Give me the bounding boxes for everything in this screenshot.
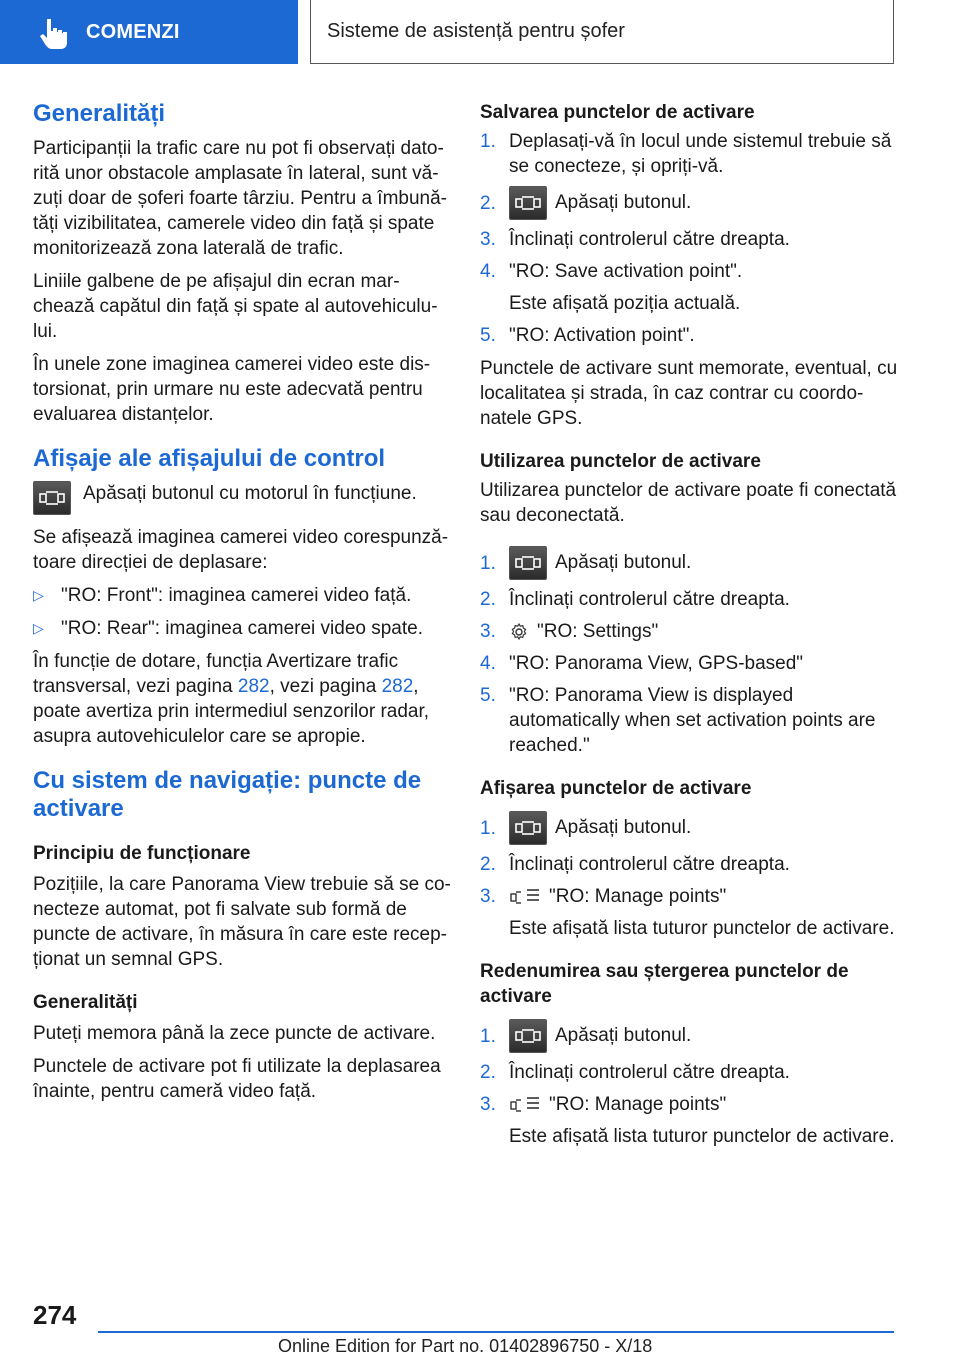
camera-button-icon bbox=[509, 186, 547, 220]
list-item: 1. Apăsați butonul. bbox=[480, 811, 898, 845]
gear-icon bbox=[509, 622, 529, 642]
steps-save bbox=[480, 129, 898, 348]
press-instruction bbox=[33, 481, 453, 515]
steps-use bbox=[480, 546, 898, 758]
paragraph: În unele zone imaginea camerei video este distorsionat, prin urmare nu este adecvată pentru evaluarea distanțelor. bbox=[33, 354, 431, 425]
camera-button-icon bbox=[509, 1019, 547, 1053]
camera-button-icon bbox=[509, 811, 547, 845]
section-title-general: Generalități bbox=[33, 100, 166, 127]
chapter-title: Sisteme de asistență pentru șofer bbox=[327, 20, 625, 42]
subheading-use-points: Utilizarea punctelor de activare bbox=[480, 451, 761, 472]
section-title-activation-points: Cu sistem de navigație: puncte de activare bbox=[33, 767, 422, 822]
header-tab-controls[interactable] bbox=[0, 0, 298, 64]
paragraph: Se afișează imaginea camerei video corespunzătoare direcției de deplasare: bbox=[33, 527, 449, 573]
edition-text: Online Edition for Part no. 01402896750 - X/18 bbox=[278, 1336, 653, 1356]
list-item: 3. "RO: Settings" bbox=[480, 621, 659, 642]
list-item: 3. "RO: Manage points" Este afișată lista tuturor punctelor de activare. bbox=[480, 886, 895, 939]
tab-label: COMENZI bbox=[86, 21, 180, 43]
manage-points-icon bbox=[509, 1095, 541, 1115]
page-link-282[interactable]: 282 bbox=[237, 676, 270, 697]
subheading-general: Generalități bbox=[33, 992, 138, 1013]
subheading-rename-points: Redenumirea sau ștergerea punctelor de activare bbox=[480, 961, 849, 1007]
list-item: ▷ "RO: Rear": imaginea camerei video spate. bbox=[33, 618, 423, 639]
hand-pointer-icon bbox=[38, 17, 68, 49]
list-item: 1. Apăsați butonul. bbox=[480, 546, 898, 580]
subheading-show-points: Afișarea punctelor de activare bbox=[480, 778, 752, 799]
camera-button-icon bbox=[33, 481, 71, 515]
right-column bbox=[480, 100, 898, 1157]
list-item: 3. Înclinați controlerul către dreapta. bbox=[480, 229, 790, 250]
paragraph: Pozițiile, la care Panorama View trebuie să se conecteze automat, pot fi salvate sub formă de puncte de activare, în măsura în care este recepționat un semnal GPS. bbox=[33, 874, 451, 970]
paragraph: Utilizarea punctelor de activare poate fi conectată sau deconectată. bbox=[480, 480, 897, 526]
subheading-save-points: Salvarea punctelor de activare bbox=[480, 102, 755, 123]
manage-points-icon bbox=[509, 887, 541, 907]
list-item: ▷ "RO: Front": imaginea camerei video față. bbox=[33, 585, 412, 606]
page-number: 274 bbox=[33, 1300, 77, 1330]
list-item: 2. Apăsați butonul. bbox=[480, 186, 898, 220]
list-item: 5. "RO: Activation point". bbox=[480, 325, 695, 346]
steps-show bbox=[480, 811, 898, 941]
list-item: 2. Înclinați controlerul către dreapta. bbox=[480, 1062, 790, 1083]
list-item: 1. Apăsați butonul. bbox=[480, 1019, 898, 1053]
list-item: 5. "RO: Panorama View is displayed automatically when set activation points are reached." bbox=[480, 685, 876, 756]
left-column bbox=[33, 100, 453, 1112]
steps-rename bbox=[480, 1019, 898, 1149]
list-item: 4. "RO: Save activation point". Este afișată poziția actuală. bbox=[480, 261, 743, 314]
paragraph: Participanții la trafic care nu pot fi observați datorită unor obstacole amplasate în lateral, sunt văzuți doar de șoferi foarte târziu. Pentru a îmbunătăți vizibilitatea, camerele video din față și spate monitorizează zona laterală de trafic. bbox=[33, 138, 447, 259]
camera-button-icon bbox=[509, 546, 547, 580]
list-item: 4. "RO: Panorama View, GPS-based" bbox=[480, 653, 804, 674]
press-text: Apăsați butonul cu motorul în funcțiune. bbox=[83, 483, 417, 504]
list-item: 3. "RO: Manage points" Este afișată lista tuturor punctelor de activare. bbox=[480, 1094, 895, 1147]
list-item: 1. Deplasați-vă în locul unde sistemul trebuie să se conecteze, și opriți-vă. bbox=[480, 131, 892, 177]
list-item: 2. Înclinați controlerul către dreapta. bbox=[480, 854, 790, 875]
paragraph: Puteți memora până la zece puncte de activare. bbox=[33, 1023, 436, 1044]
page-link-282[interactable]: 282 bbox=[381, 676, 414, 697]
paragraph: Punctele de activare pot fi utilizate la deplasarea înainte, pentru cameră video față. bbox=[33, 1056, 441, 1102]
triangle-bullet-icon: ▷ bbox=[33, 620, 44, 636]
paragraph: Punctele de activare sunt memorate, eventual, cu localitatea și strada, în caz contrar cu coordonatele GPS. bbox=[480, 358, 898, 429]
paragraph-cross-traffic: În funcție de dotare, funcția Avertizare trafic transversal, vezi pagina 282, vezi pagina 282, poate avertiza prin intermediul senzorilor radar, asupra autovehiculelor care se apropie. bbox=[33, 651, 430, 747]
paragraph: Liniile galbene de pe afișajul din ecran marchează capătul din față și spate al autovehiculului. bbox=[33, 271, 438, 342]
footer-divider bbox=[98, 1331, 894, 1333]
section-title-control-display: Afișaje ale afișajului de control bbox=[33, 445, 386, 472]
triangle-bullet-icon: ▷ bbox=[33, 587, 44, 603]
list-item: 2. Înclinați controlerul către dreapta. bbox=[480, 589, 790, 610]
chapter-header bbox=[310, 0, 894, 64]
subheading-principle: Principiu de funcționare bbox=[33, 843, 251, 864]
